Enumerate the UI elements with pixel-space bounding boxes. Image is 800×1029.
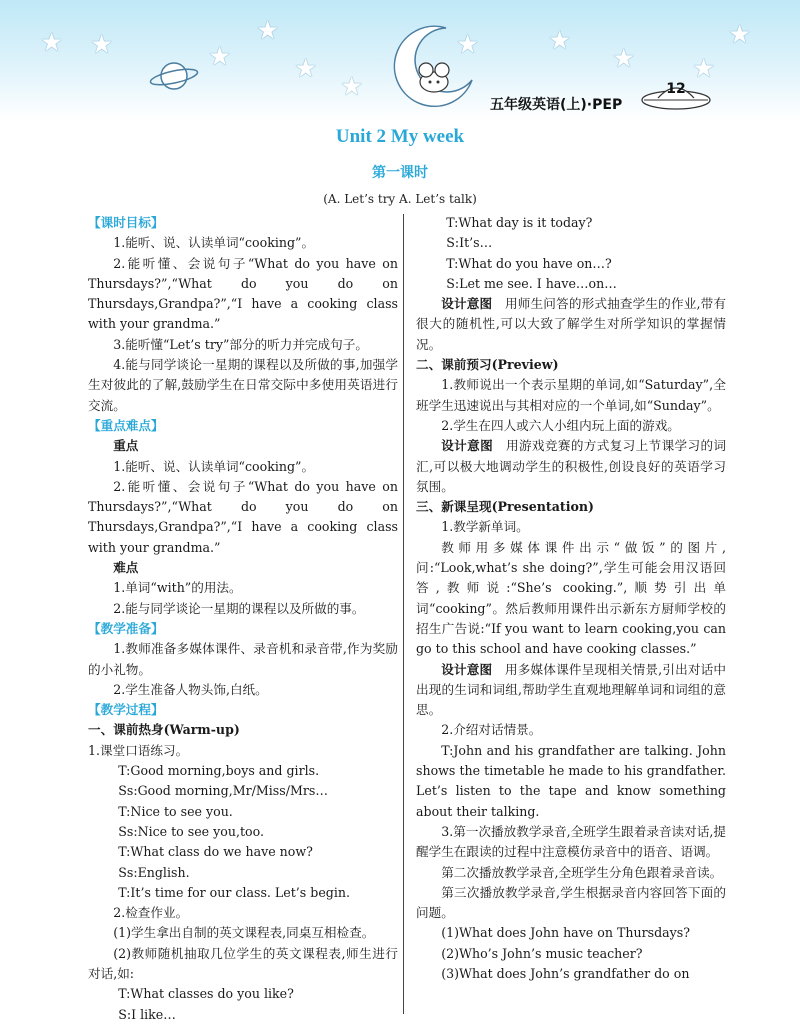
paragraph [88,923,398,943]
paragraph [88,254,398,335]
paragraph [416,436,726,497]
paragraph-text: 1.课堂口语练习。 [88,742,189,758]
paragraph-text: 1.单词“with”的用法。 [113,580,242,596]
paragraph [88,1005,398,1025]
paragraph [416,923,726,943]
paragraph [88,944,398,985]
paragraph-text: 3.第一次播放教学录音,全班学生跟着录音读对话,提醒学生在跟读的过程中注意模仿录音中的语音、语调。 [416,823,726,860]
book-title: 五年级英语(上)·PEP [490,97,623,113]
paragraph-text: 4.能与同学谈论一星期的课程以及所做的事,加强学生对彼此的了解,鼓励学生在日常交际中多使用英语进行交流。 [88,357,398,413]
paragraph [416,822,726,863]
paragraph [416,660,726,721]
paragraph-text: 2.学生在四人或六人小组内玩上面的游戏。 [441,417,680,433]
paragraph [88,416,398,436]
paragraph [416,416,726,436]
paragraph-text: Ss:Good morning,Mr/Miss/Mrs… [118,783,328,799]
paragraph-text: T:What day is it today? [446,215,593,230]
paragraph-text: 用多媒体课件呈现相关情景,引出对话中出现的生词和词组,帮助学生直观地理解单词和词组的意思。 [416,661,726,718]
paragraph-text: 2.检查作业。 [113,905,189,921]
paragraph [416,375,726,416]
paragraph [88,477,398,558]
star-icon: ★ [340,72,364,102]
moon-icon [388,20,478,110]
paragraph-text: Ss:Nice to see you,too. [118,823,264,839]
paragraph-text: 难点 [113,560,139,576]
paragraph [88,741,398,761]
paragraph [88,558,398,578]
paragraph-text: 【课时目标】 [88,215,164,230]
paragraph [88,903,398,923]
paragraph-text: 重点 [113,438,139,454]
paragraph-text: T:John and his grandfather are talking. John shows the timetable he made to his grandfather. Let’s listen to the tape and know something about their talking. [416,742,726,819]
paragraph [416,883,726,924]
paragraph-text: T:Nice to see you. [118,803,233,819]
paragraph [416,944,726,964]
paragraph-text: T:What classes do you like? [118,986,294,1002]
paragraph [88,233,398,253]
paragraph-text: T:What do you have on…? [446,255,612,271]
paragraph [88,355,398,416]
paragraph [416,233,726,253]
paragraph-text: T:What class do we have now? [118,844,313,860]
paragraph-text: 一、课前热身(Warm-up) [88,722,240,738]
paragraph-text: (1)学生拿出自制的英文课程表,同桌互相检查。 [113,925,375,941]
paragraph-text: 用游戏竞赛的方式复习上节课学习的词汇,可以极大地调动学生的积极性,创设良好的英语学习氛围。 [416,438,727,494]
paragraph-text: 1.教师说出一个表示星期的单词,如“Saturday”,全班学生迅速说出与其相对应的一个单词,如“Sunday”。 [416,377,726,413]
paragraph-text: 1.能听、说、认读单词“cooking”。 [113,458,315,474]
paragraph-text: 【重点难点】 [88,417,164,433]
paragraph [88,984,398,1004]
paragraph [88,720,398,740]
paragraph [88,457,398,477]
star-icon: ★ [692,54,716,84]
paragraph-text: 2.学生准备人物头饰,白纸。 [113,681,268,697]
paragraph-text: 第二次播放教学录音,全班学生分角色跟着录音读。 [441,864,723,880]
paragraph-text: 第三次播放教学录音,学生根据录音内容回答下面的问题。 [416,884,726,921]
paragraph [88,578,398,598]
paragraph-text: (3)What does John’s grandfather do on [441,965,690,981]
lesson-title: 第一课时 [372,165,428,181]
paragraph-text: 1.教学新单词。 [441,519,529,535]
paragraph-text: 2.能与同学谈论一星期的课程以及所做的事。 [113,600,365,616]
star-icon: ★ [208,42,232,72]
paragraph-text: (1)What does John have on Thursdays? [441,925,690,941]
paragraph [416,863,726,883]
star-icon: ★ [294,54,318,84]
paragraph-text: 3.能听懂“Let’s try”部分的听力并完成句子。 [113,336,368,352]
paragraph [88,822,398,842]
paragraph-text: 【教学准备】 [88,620,164,636]
paragraph [416,254,726,274]
paragraph [88,335,398,355]
paragraph [88,599,398,619]
paragraph [416,355,726,375]
paragraph [88,883,398,903]
paragraph-text: 2.能听懂、会说句子“What do you have on Thursdays?”,“What do you do on Thursdays,Grandpa?”,“I have a cooking class with your grandma.” [88,255,398,332]
star-icon: ★ [90,30,114,60]
left-column [88,213,398,1025]
paragraph [88,700,398,720]
planet-icon [148,50,200,102]
star-icon: ★ [728,20,752,50]
star-icon: ★ [40,28,64,58]
design-intent-label: 设计意图 [441,296,493,312]
paragraph-text: T:Good morning,boys and girls. [118,763,320,779]
paragraph-text: S:Let me see. I have…on… [446,275,617,291]
star-icon: ★ [548,26,572,56]
paragraph-text: S:It’s… [446,235,493,251]
page-header [0,0,800,120]
paragraph [88,213,398,233]
paragraph [88,436,398,456]
design-intent-label: 设计意图 [441,438,494,454]
paragraph-text: 三、新课呈现(Presentation) [416,499,594,515]
paragraph-text: 教师用多媒体课件出示“做饭”的图片,问:“Look,what’s she doing?”,学生可能会用汉语回答,教师说:“She’s cooking.”,顺势引出单词“cooking”。然后教师用课件出示新东方厨师学校的招生广告说:“If you want to learn cooking,you can go to this school and have cooking classes.” [416,539,726,657]
paragraph [88,781,398,801]
paragraph-text: (2)教师随机抽取几位学生的英文课程表,师生进行对话,如: [88,945,398,981]
column-divider [403,214,404,1014]
paragraph-text: 2.介绍对话情景。 [441,722,542,738]
paragraph [88,842,398,862]
paragraph [416,213,726,233]
paragraph [88,761,398,781]
paragraph [416,964,726,984]
paragraph [88,863,398,883]
paragraph-text: T:It’s time for our class. Let’s begin. [118,884,350,900]
paragraph [416,741,726,822]
paragraph [88,639,398,680]
paragraph-text: (2)Who’s John’s music teacher? [441,945,643,961]
paragraph [88,680,398,700]
design-intent-label: 设计意图 [441,661,493,677]
paragraph [416,720,726,740]
paragraph-text: 1.教师准备多媒体课件、录音机和录音带,作为奖励的小礼物。 [88,641,398,677]
paragraph-text: 2.能听懂、会说句子“What do you have on Thursdays?”,“What do you do on Thursdays,Grandpa?”,“I have a cooking class with your grandma.” [88,478,398,555]
paragraph-text: 【教学过程】 [88,702,164,718]
right-column [416,213,726,984]
paragraph-text: Ss:English. [118,864,190,880]
mouse-icon [419,63,449,92]
paragraph [416,517,726,537]
paragraph-text: 二、课前预习(Preview) [416,357,559,373]
paragraph [416,274,726,294]
lesson-subtitle: (A. Let’s try A. Let’s talk) [323,192,477,206]
paragraph [416,497,726,517]
paragraph [88,802,398,822]
star-icon: ★ [612,44,636,74]
paragraph-text: 1.能听、说、认读单词“cooking”。 [113,235,315,251]
unit-title: Unit 2 My week [335,126,465,147]
star-icon: ★ [256,16,280,46]
page-number: 12 [666,81,686,97]
star-icon: ★ [456,30,480,60]
paragraph-text: 用师生问答的形式抽查学生的作业,带有很大的随机性,可以大致了解学生对所学知识的掌握情况。 [416,296,726,352]
paragraph [416,294,726,355]
paragraph [416,538,726,660]
paragraph [88,619,398,639]
paragraph-text: S:I like… [118,1006,176,1022]
